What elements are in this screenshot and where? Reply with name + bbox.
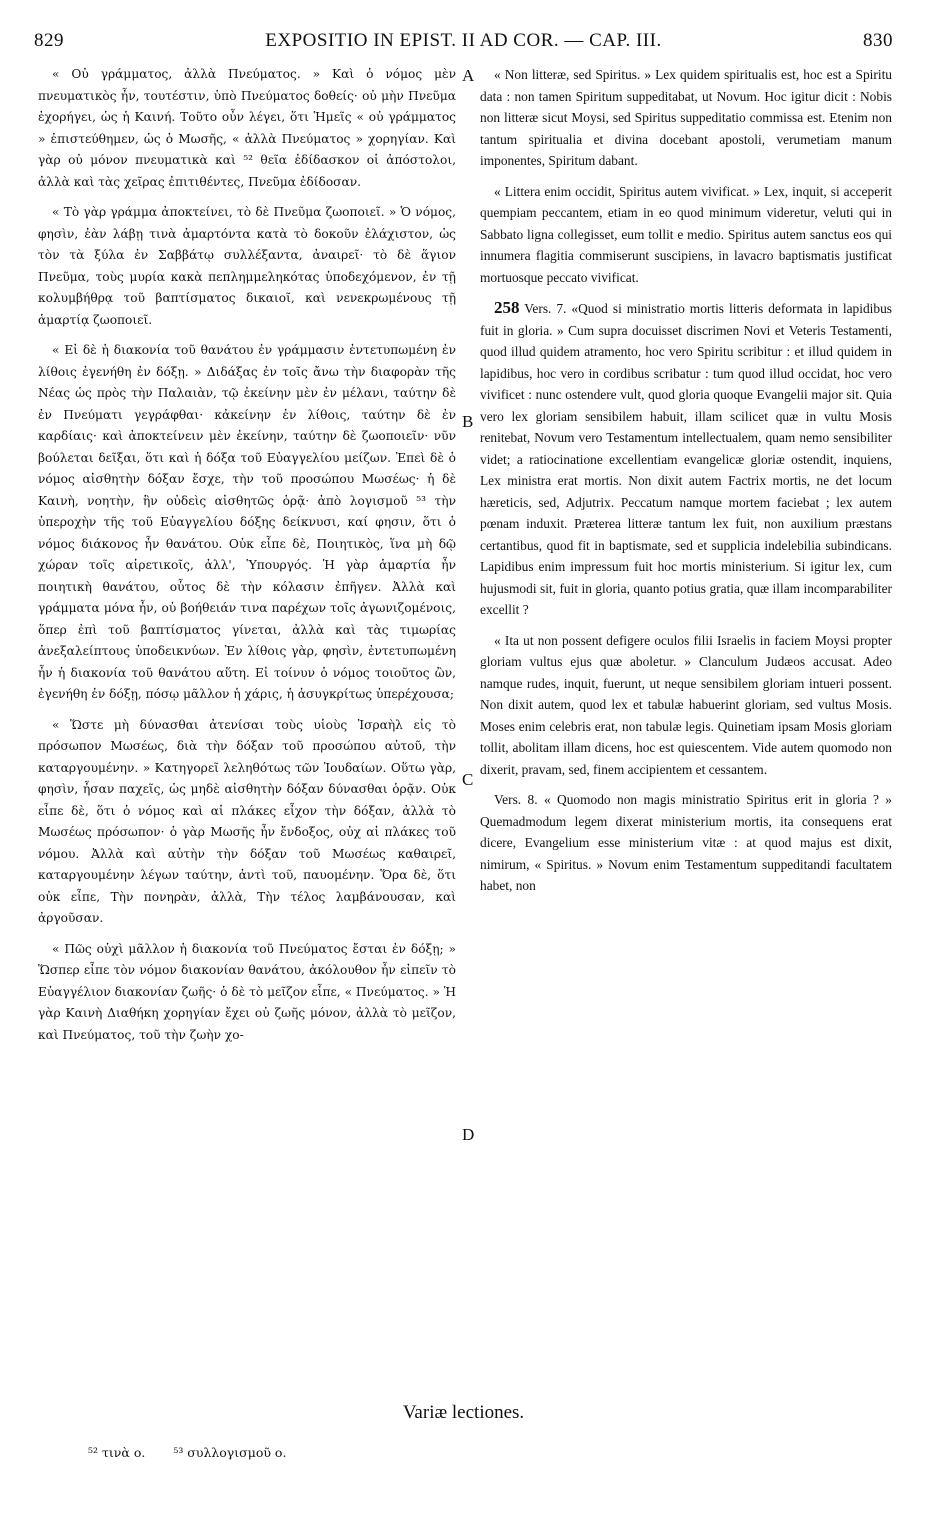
latin-paragraph: « Ita ut non possent defigere oculos filii Israelis in faciem Moysi propter gloriam vultus ejus quæ aboletur. » Clanculum Judæos accusat. Adeo namque rudes, inquit, fuerunt, ut neque sensibilem gloriam intueri possent. Non dixit autem, quod lex et tabulæ habuerint gloriam, sed vultus Mosis. Moses enim celebris erat, non tabulæ legis. Quinetiam ipsam Mosis gloriam tollit, abolitam illam dicens, hoc est quiescentem. Vide autem quomodo non dixerit, pravam, sed, finem accipientem et cessantem. <box>480 632 892 777</box>
latin-paragraph: « Non litteræ, sed Spiritus. » Lex quidem spiritualis est, hoc est a Spiritu data : non tamen Spiritum suppeditabat, ut Novum. Hoc igitur dicit : Nobis non litteræ sicut Moysi, sed Spiritus suppeditatio commissa est. Etenim non tantum spiritualia et divina docebant apostoli, verumetiam manum imponentes, Spiritum dabant. <box>480 67 892 168</box>
latin-paragraph <box>480 297 892 621</box>
margin-marker-a: A <box>462 66 475 85</box>
footnote: ⁵² τινὰ ο. <box>88 1445 146 1460</box>
margin-marker-c: C <box>462 770 474 789</box>
greek-paragraph: « Εἰ δὲ ἡ διακονία τοῦ θανάτου ἐν γράμμασιν ἐντετυπωμένη ἐν λίθοις ἐγενήθη ἐν δόξῃ. » Διδάξας ἐν τοῖς ἄνω τὴν διαφορὰν τῆς Νέας ὡς πρὸς τὴν Παλαιὰν, τῷ ἐκείνην μὲν ἐν μέλανι, ταύτην δὲ ἐν Πνεύματι γεγράφθαι· κἀκείνην ἐν λίθοις, ταύτην δὲ ἐν καρδίαις· καὶ ἀποκτείνειν μὲν ἐκείνην, ταύτην δὲ ζωοποιεῖν· νῦν βούλεται δεῖξαι, ὅτι καὶ ἡ δόξα τοῦ Εὐαγγελίου μείζων. Ἐπεὶ δὲ ὁ νόμος αἰσθητὴν δόξαν ἔσχε, τὴν τοῦ προσώπου Μωσέως· ἡ δὲ Καινὴ, νοητὴν, ἣν οὐδεὶς αἰσθητῶς ὁρᾷ· ἀπὸ λογισμοῦ ⁵³ τὴν ὑπεροχὴν τῆς τοῦ Εὐαγγελίου δόξης δείκνυσι, καί φησιν, ὅτι ὁ νόμος διάκονος ἦν θανάτου. Οὐκ εἶπε δὲ, Ποιητικὸς, ἵνα μὴ δῷ χώραν τοῖς αἱρετικοῖς, ἀλλ', Ὑπουργός. Ἡ γὰρ ἁμαρτία ἦν ποιητικὴ θανάτου, οὗτος δὲ τὴν κόλασιν ἐπῆγεν. Ἀλλὰ καὶ γράμματα μόνα ἦν, οὐ βοήθειάν τινα παρέχων τοῖς ἀγωνιζομένοις, ὅπερ ἐπὶ τοῦ βαπτίσματος γίνεται, ἀλλὰ καὶ τὰς τιμωρίας ἀνεξαλείπτους ὑποδεικνύων. Ἐν λίθοις γὰρ, φησὶν, ἐντετυπωμένη ἦν ἡ διακονία τοῦ θανάτου αὕτη. Εἰ τοίνυν ὁ νόμος τοιοῦτος ὢν, ἐγενήθη ἐν δόξῃ, πόσῳ μᾶλλον ἡ χάρις, ἡ ἀσυγκρίτως ὑπερέχουσα; <box>38 343 456 701</box>
margin-marker-d: D <box>462 1125 475 1144</box>
page-number-left: 829 <box>34 30 64 51</box>
margin-marker-b: B <box>462 412 474 431</box>
variae-lectiones-heading: Variæ lectiones. <box>402 1402 525 1423</box>
latin-paragraph-text: Vers. 7. «Quod si ministratio mortis litteris deformata in lapidibus fuit in gloria. » Cum supra docuisset discrimen Novi et Veteris Testamenti, quod illud quidem atramento, hoc vero Spiritu scribitur : et illud quidem in lapidibus, hoc vero in cordibus scribatur : tum quod illud occidat, hoc vero vivificet : nunc ostendere vult, quod gloria quoque Evangelii major sit. Quia vero lex gloriam sensibilem habuit, illam scilicet quæ in vultu Mosis renitebat, Novum vero Testamentum intellectualem, quam nemo sensibiliter videt; a ratiocinatione excellentiam evangelicæ gloriæ ostendit, inquiens, Lex ministra erat mortis. Non dixit autem Factrix mortis, ne det locum hæreticis, sed, Adjutrix. Peccatum namque mortem faciebat ; lex autem pœnam induxit. Præterea litteræ tantum lex fuit, non auxilium præstans certantibus, quod fit in baptismate, sed et supplicia indelebilia subindicans. Lapidibus enim impressum fuit hoc mortis ministerium. Si igitur lex, cum hujusmodi sit, fuit in gloria, quanto potius gratia, quæ illam incomparabiliter excellit ? <box>480 301 892 617</box>
footnotes <box>88 1445 310 1460</box>
running-title: EXPOSITIO IN EPIST. II AD COR. — CAP. III. <box>265 30 662 51</box>
greek-paragraph: « Οὐ γράμματος, ἀλλὰ Πνεύματος. » Καὶ ὁ νόμος μὲν πνευματικὸς ἦν, τουτέστιν, ὑπὸ Πνεύματος δοθείς· οὐ μὴν Πνεῦμα ἐχορήγει, ὡς ἡ Καινή. Τοῦτο οὖν λέγει, ὅτι Ἡμεῖς « οὐ γράμματος » ἐπιστεύθημεν, ὡς ὁ Μωσῆς, « ἀλλὰ Πνεύματος » χορηγίαν. Καὶ γὰρ οὐ μόνον πνευματικὰ καὶ ⁵² θεῖα ἐδίδασκον οἱ ἀπόστολοι, ἀλλὰ καὶ τὰς χεῖρας ἐπιτιθέντες, Πνεῦμα ἐδίδοσαν. <box>38 67 456 189</box>
page-number-right: 830 <box>863 30 893 51</box>
section-number: 258 <box>494 298 520 317</box>
latin-column <box>480 64 892 906</box>
footnote: ⁵³ συλλογισμοῦ ο. <box>173 1445 287 1460</box>
greek-paragraph: « Ὥστε μὴ δύνασθαι ἀτενίσαι τοὺς υἱοὺς Ἰσραὴλ εἰς τὸ πρόσωπον Μωσέως, διὰ τὴν δόξαν τοῦ προσώπου αὐτοῦ, τὴν καταργουμένην. » Κατηγορεῖ λεληθότως τῶν Ἰουδαίων. Οὕτω γὰρ, φησὶν, ἦσαν παχεῖς, ὡς μηδὲ αἰσθητὴν δόξαν δύνασθαι ὁρᾷν. Οὐκ εἶπε δὲ, ὅτι ὁ νόμος καὶ αἱ πλάκες εἶχον τὴν δόξαν, ἀλλὰ τὸ Μωσέως πρόσωπον· ὁ γὰρ Μωσῆς ἦν ἔνδοξος, οὐχ αἱ πλάκες τοῦ νόμου. Ἀλλὰ καὶ αὐτὴν τὴν δόξαν τοῦ Μωσέως καθαιρεῖ, καταργουμένην λέγων ταύτην, ἀντὶ τοῦ, παυομένην. Ὅρα δὲ, ὅτι οὐκ εἶπε, Τὴν πονηρὰν, ἀλλὰ, Τὴν τέλος λαμβάνουσαν, καὶ ἀργοῦσαν. <box>38 717 456 925</box>
greek-paragraph: « Τὸ γὰρ γράμμα ἀποκτείνει, τὸ δὲ Πνεῦμα ζωοποιεῖ. » Ὁ νόμος, φησὶν, ἐὰν λάβῃ τινὰ ἁμαρτόντα κατὰ τὸ δοκοῦν ἐλάχιστον, ὡς τὸν τὰ ξύλα ἐν Σαββάτῳ συλλέξαντα, ἀναιρεῖ· τὸ δὲ ἅγιον Πνεῦμα, τοὺς μυρία κακὰ πεπλημμεληκότας ὑποδεχόμενον, ἐν τῇ κολυμβήθρᾳ τοῦ βαπτίσματος δικαιοῖ, καὶ νενεκρωμένους τῇ ἁμαρτίᾳ ζωοποιεῖ. <box>38 205 456 327</box>
page-header <box>34 30 893 56</box>
latin-paragraph: « Littera enim occidit, Spiritus autem vivificat. » Lex, inquit, si acceperit quempiam peccantem, etiam in eo quod minimum videretur, veluti qui in Sabbato ligna collegisset, eum tollit e medio. Spiritus autem sanctus eos qui innumera flagitia commiserunt suscipiens, in lavacro baptismatis justificat mortuosque peccato vivificat. <box>480 183 892 285</box>
greek-paragraph: « Πῶς οὐχὶ μᾶλλον ἡ διακονία τοῦ Πνεύματος ἔσται ἐν δόξῃ; » Ὥσπερ εἶπε τὸν νόμον διακονίαν θανάτου, ἀκόλουθον ἦν εἰπεῖν τὸ Εὐαγγέλιον διακονίαν ζωῆς· ὁ δὲ τὸ μεῖζον εἶπε, « Πνεύματος. » Ἡ γὰρ Καινὴ Διαθήκη χορηγίαν ἔχει οὐ ζωῆς μόνον, ἀλλὰ τὸ μεῖζον, καὶ Πνεύματος, τοῦ τὴν ζωὴν χο- <box>38 941 456 1042</box>
greek-column <box>38 64 456 1055</box>
latin-paragraph: Vers. 8. « Quomodo non magis ministratio Spiritus erit in gloria ? » Quemadmodum legem dixerat ministerium mortis, ita consequens erat dicere, Evangelium esse ministerium vitæ : at quod majus est dixit, nimirum, « Spiritus. » Novum enim Testamentum suppeditandi facultatem habet, non <box>480 792 892 893</box>
